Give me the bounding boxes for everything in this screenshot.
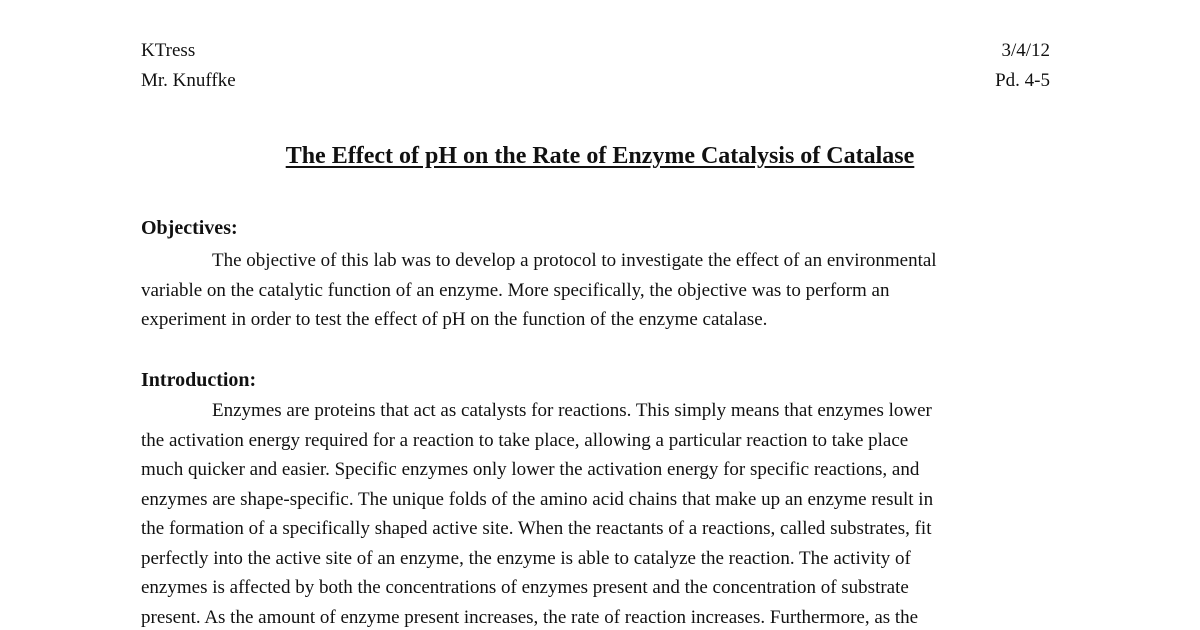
header-left [141, 36, 236, 96]
objectives-paragraph [141, 246, 1061, 335]
header-right [995, 36, 1050, 96]
paragraph-line: experiment in order to test the effect of pH on the function of the enzyme catalase. [141, 309, 768, 330]
introduction-heading: Introduction: [141, 369, 257, 391]
teacher-name: Mr. Knuffke [141, 70, 236, 91]
paragraph-line: present. As the amount of enzyme present increases, the rate of reaction increases. Furthermore, as the [141, 606, 919, 628]
paragraph-line: enzymes are shape-specific. The unique folds of the amino acid chains that make up an enzyme result in [141, 488, 934, 510]
paragraph-line: the formation of a specifically shaped active site. When the reactants of a reactions, called substrates, fit [141, 518, 932, 539]
paragraph-line: enzymes is affected by both the concentrations of enzymes present and the concentration of substrate [141, 577, 909, 598]
objectives-heading: Objectives: [141, 217, 238, 239]
paragraph-line: the activation energy required for a reaction to take place, allowing a particular reaction to take place [141, 429, 909, 451]
introduction-paragraph [141, 396, 1061, 630]
document-title: The Effect of pH on the Rate of Enzyme Catalysis of Catalase [285, 143, 915, 169]
paragraph-line: much quicker and easier. Specific enzymes only lower the activation energy for specific reactions, and [141, 459, 920, 480]
period: Pd. 4-5 [995, 70, 1050, 91]
author-name: KTress [141, 40, 196, 61]
paragraph-line: Enzymes are proteins that act as catalysts for reactions. This simply means that enzymes lower [212, 400, 932, 421]
date: 3/4/12 [1001, 40, 1050, 61]
paragraph-line: perfectly into the active site of an enzyme, the enzyme is able to catalyze the reaction. The activity of [141, 547, 911, 569]
paragraph-line: The objective of this lab was to develop a protocol to investigate the effect of an environmental [212, 250, 937, 271]
paragraph-line: variable on the catalytic function of an enzyme. More specifically, the objective was to perform an [141, 279, 890, 301]
